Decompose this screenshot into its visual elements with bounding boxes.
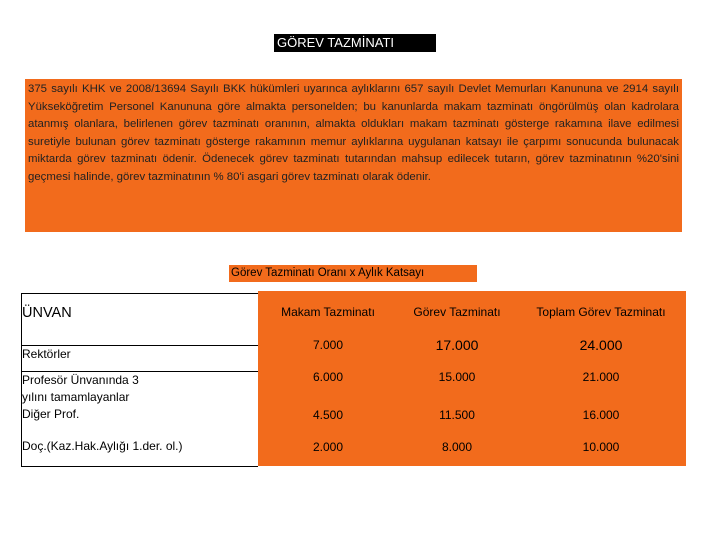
table-top-border [21,293,258,294]
row-label-rektorler: Rektörler [22,347,71,361]
description-text: 375 sayılı KHK ve 2008/13694 Sayılı BKK hükümleri uyarınca aylıklarını 657 sayılı Devlet Memurları Kanununa ve 2914 sayılı Yükseköğretim Personel Kanununa göre almakta personelden; bu kanunlarda makam tazminatı öngörülmüş olan kadrolara atanmış olanlara, belirlenen görev tazminatı oranının, almakta oldukları makam tazminatı gösterge rakamına ilave edilmesi suretiyle bulunan görev tazminatı gösterge rakamının memur aylıklarına uygulanan katsayı ile çarpımı sonucunda bulunacak miktarda görev tazminatı ödenir. Ödenecek görev tazminatı tutarından mahsup edilecek tutarın, görev tazminatının %20'sini geçmesi halinde, görev tazminatının % 80'i asgari görev tazminatı olarak ödenir. [28,83,679,183]
description-box [25,79,682,232]
table-cell: 21.000 [582,370,620,384]
table-cell: 16.000 [582,408,620,422]
header-gorev-tazminati: Görev Tazminatı [413,305,501,319]
table-cell: 4.500 [312,408,344,422]
table-bottom-border [21,466,258,467]
row-label-profesor: Profesör Ünvanında 3 [22,373,139,387]
table-cell: 2.000 [312,440,344,454]
header-makam-tazminati: Makam Tazminatı [281,305,375,319]
row-label-diger-prof: Diğer Prof. [22,407,80,421]
table-cell: 24.000 [579,337,623,353]
unvan-header: ÜNVAN [22,305,72,321]
table-cell: 11.500 [439,408,475,422]
table-cell: 6.000 [312,370,344,384]
page-title: GÖREV TAZMİNATI [274,34,436,52]
table-subtitle: Görev Tazminatı Oranı x Aylık Katsayı [229,265,477,282]
header-toplam-gorev-tazminati: Toplam Görev Tazminatı [536,305,666,319]
table-cell: 7.000 [312,338,344,352]
table-cell: 10.000 [582,440,620,454]
table-cell: 17.000 [435,337,479,353]
row-label-profesor-line2: yılını tamamlayanlar [22,390,130,404]
table-cell: 8.000 [441,440,473,454]
row-label-doc: Doç.(Kaz.Hak.Aylığı 1.der. ol.) [22,439,183,453]
table-cell: 15.000 [438,370,476,384]
